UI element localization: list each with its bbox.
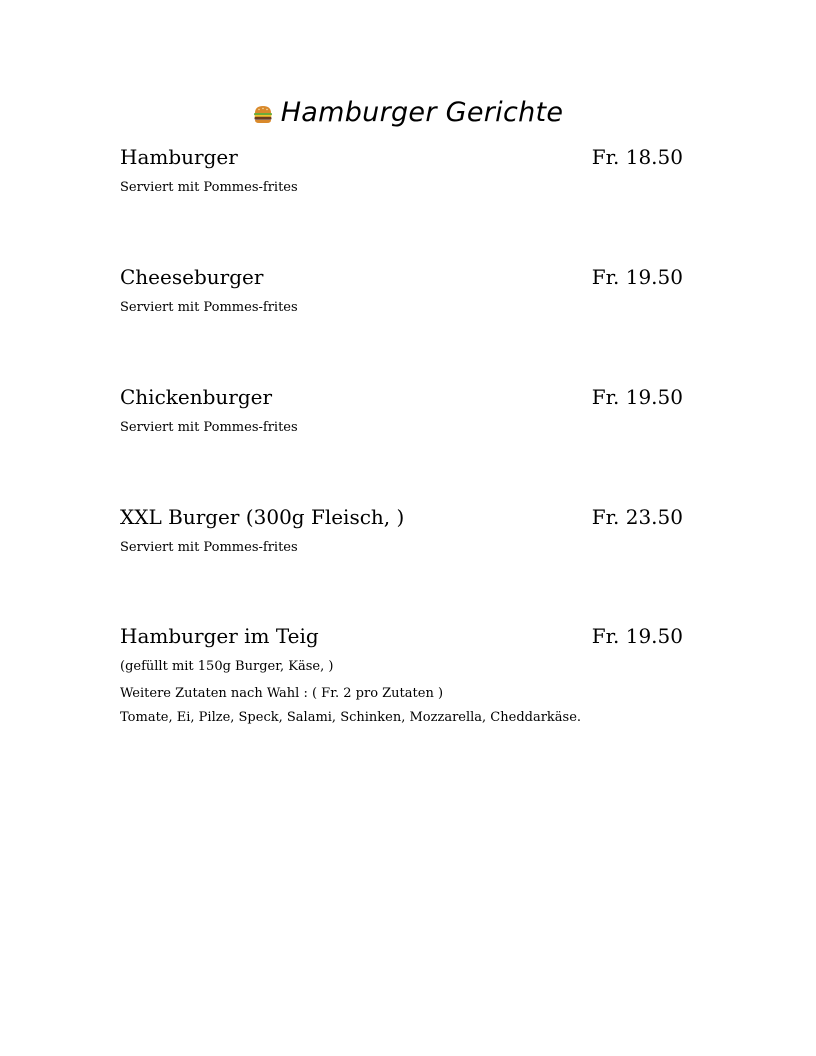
item-description: Serviert mit Pommes-frites (120, 300, 298, 315)
hamburger-icon (253, 105, 273, 124)
item-name: Hamburger im Teig (120, 624, 319, 648)
menu-item-hamburger-im-teig (120, 621, 683, 727)
menu-item-xxl-burger (120, 502, 683, 557)
item-name: Hamburger (120, 145, 238, 169)
item-name: XXL Burger (300g Fleisch, ) (120, 505, 405, 529)
item-description: (gefüllt mit 150g Burger, Käse, ) (120, 659, 334, 674)
item-price: Fr. 19.50 (591, 385, 683, 409)
page-title (0, 93, 816, 133)
item-name: Cheeseburger (120, 265, 264, 289)
item-description: Serviert mit Pommes-frites (120, 540, 298, 555)
item-name: Chickenburger (120, 385, 273, 409)
item-extras-list: Tomate, Ei, Pilze, Speck, Salami, Schinken, Mozzarella, Cheddarkäse. (120, 710, 582, 725)
item-price: Fr. 19.50 (591, 624, 683, 648)
item-price: Fr. 23.50 (591, 505, 683, 529)
item-description: Serviert mit Pommes-frites (120, 180, 298, 195)
item-extras-note: Weitere Zutaten nach Wahl : ( Fr. 2 pro Zutaten ) (120, 686, 444, 701)
menu-item-hamburger (120, 142, 683, 197)
item-description: Serviert mit Pommes-frites (120, 420, 298, 435)
item-price: Fr. 18.50 (591, 145, 683, 169)
page-title-text: Hamburger Gerichte (280, 97, 564, 128)
menu-item-chickenburger (120, 382, 683, 437)
menu-item-cheeseburger (120, 262, 683, 317)
item-price: Fr. 19.50 (591, 265, 683, 289)
